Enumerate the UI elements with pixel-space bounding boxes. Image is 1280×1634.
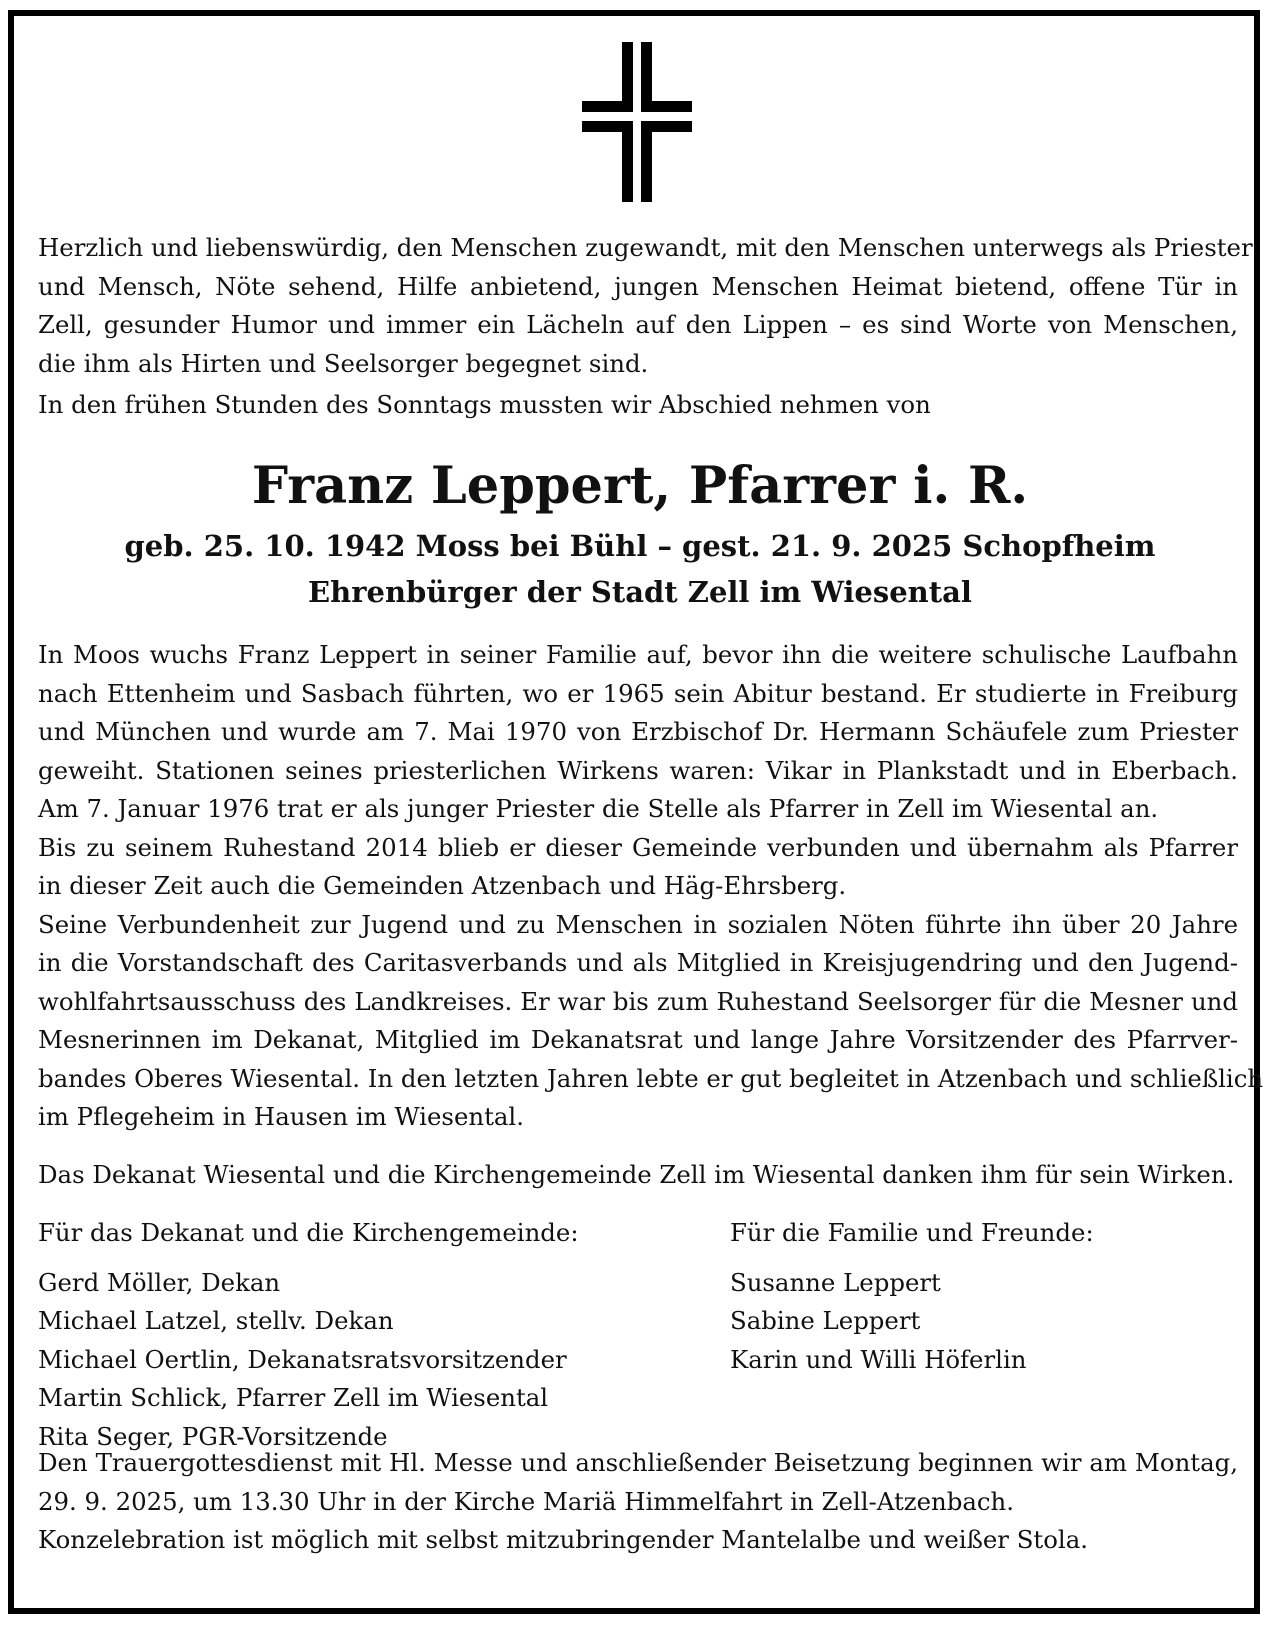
biography-line: im Pflegeheim in Hausen im Wiesental. [38, 1102, 524, 1131]
intro-line: Herzlich und liebenswürdig, den Menschen zugewandt, mit den Menschen unterwegs als Priester [38, 233, 1253, 262]
intro-paragraph [38, 229, 1253, 383]
signatory-name: Karin und Willi Höferlin [730, 1344, 1027, 1374]
lead-sentence: In den frühen Stunden des Sonntags mussten wir Abschied nehmen von [38, 390, 931, 419]
signatories-heading: Für die Familie und Freunde: [730, 1218, 1094, 1247]
biography-line: bandes Oberes Wiesental. In den letzten Jahren lebte er gut begleitet in Atzenbach und schließlich [38, 1063, 1264, 1093]
intro-line: Zell, gesunder Humor und immer ein Lächeln auf den Lippen – es sind Worte von Menschen, [38, 310, 1238, 339]
signatory-name: Martin Schlick, Pfarrer Zell im Wiesental [38, 1383, 549, 1412]
biography-line: wohlfahrtsausschuss des Landkreises. Er war bis zum Ruhestand Seelsorger für die Mesner und [38, 986, 1238, 1016]
signatory-name: Susanne Leppert [730, 1267, 941, 1297]
signatory-name: Gerd Möller, Dekan [38, 1267, 281, 1297]
thanks-sentence: Das Dekanat Wiesental und die Kirchengemeinde Zell im Wiesental danken ihm für sein Wirken. [38, 1160, 1235, 1189]
biography-line: geweiht. Stationen seines priesterlichen Wirkens waren: Vikar in Plankstadt und in Eberbach. [38, 755, 1238, 785]
honorary-title: Ehrenbürger der Stadt Zell im Wiesental [308, 575, 972, 609]
signatories-family [730, 1214, 1094, 1379]
signatory-name: Michael Oertlin, Dekanatsratsvorsitzender [38, 1344, 567, 1374]
deceased-name: Franz Leppert, Pfarrer i. R. [251, 456, 1029, 516]
funeral-service-paragraph [38, 1444, 1238, 1560]
intro-line: die ihm als Hirten und Seelsorger begegnet sind. [38, 348, 649, 378]
biography-line: Seine Verbundenheit zur Jugend und zu Menschen in sozialen Nöten führte ihn über 20 Jahre [38, 909, 1238, 939]
biography-paragraph [38, 636, 1264, 1137]
biography-line: In Moos wuchs Franz Leppert in seiner Familie auf, bevor ihn die weitere schulische Laufbahn [38, 640, 1238, 669]
service-line: Konzelebration ist möglich mit selbst mitzubringender Mantelalbe und weißer Stola. [38, 1525, 1088, 1554]
biography-line: Bis zu seinem Ruhestand 2014 blieb er dieser Gemeinde verbunden und übernahm als Pfarrer [38, 832, 1238, 862]
biography-line: Mesnerinnen im Dekanat, Mitglied im Dekanatsrat und lange Jahre Vorsitzender des Pfarrver- [38, 1025, 1238, 1054]
signatories-heading: Für das Dekanat und die Kirchengemeinde: [38, 1218, 579, 1247]
biography-line: und München und wurde am 7. Mai 1970 von Erzbischof Dr. Hermann Schäufele zum Priester [38, 717, 1238, 746]
signatory-name: Michael Latzel, stellv. Dekan [38, 1306, 394, 1335]
biography-line: in dieser Zeit auch die Gemeinden Atzenbach und Häg-Ehrsberg. [38, 871, 847, 900]
cross-icon [582, 42, 692, 202]
signatory-name: Rita Seger, PGR-Vorsitzende [38, 1421, 388, 1451]
intro-line: und Mensch, Nöte sehend, Hilfe anbietend, jungen Menschen Heimat bietend, offene Tür in [38, 271, 1238, 301]
service-line: Den Trauergottesdienst mit Hl. Messe und anschließender Beisetzung beginnen wir am Montag, [38, 1448, 1238, 1477]
biography-line: Am 7. Januar 1976 trat er als junger Priester die Stelle als Pfarrer in Zell im Wiesental an. [38, 794, 1159, 823]
signatory-name: Sabine Leppert [730, 1306, 921, 1335]
signatories-deanery [38, 1214, 579, 1456]
biography-line: nach Ettenheim und Sasbach führten, wo er 1965 sein Abitur bestand. Er studierte in Freiburg [38, 678, 1238, 708]
biography-line: in die Vorstandschaft des Caritasverbands und als Mitglied in Kreisjugendring und den Jugend- [38, 948, 1238, 977]
service-line: 29. 9. 2025, um 13.30 Uhr in der Kirche Mariä Himmelfahrt in Zell-Atzenbach. [38, 1486, 1015, 1516]
life-dates: geb. 25. 10. 1942 Moss bei Bühl – gest. 21. 9. 2025 Schopfheim [124, 529, 1156, 563]
